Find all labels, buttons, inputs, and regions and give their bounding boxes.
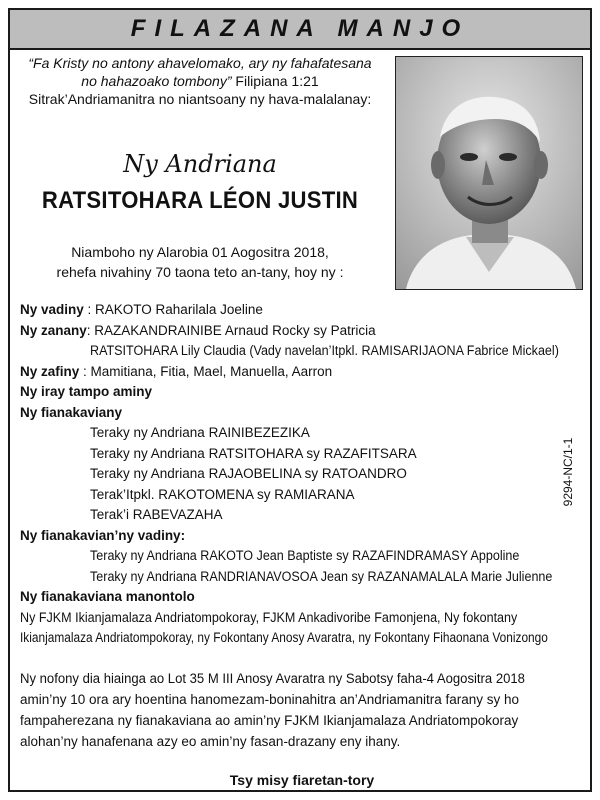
header-bar [10,10,590,50]
death-notice [16,242,384,282]
portrait-image [396,57,582,289]
zanany-row-2: RATSITOHARA Lily Claudia (Vady navelan’Itpkl. RAMISARIJAONA Fabrice Mickael) [90,343,559,358]
funeral-line-2: amin’ny 10 ora ary hoentina hanomezam-boninahitra an’Andriamanitra farany sy ho [20,692,520,707]
fianakaviany-item: Teraky ny Andriana RATSITOHARA sy RAZAFITSARA [90,445,417,461]
zafiny-row: Ny zafiny : Mamitiana, Fitia, Mael, Manuella, Aarron [20,363,333,379]
quote-line-3: Sitrak’Andriamanitra no niantsoany ny hava-malalanay: [28,91,372,107]
funeral-line-1: Ny nofony dia hiainga ao Lot 35 M III Anosy Avaratra ny Sabotsy faha-4 Aogositra 2018 [20,671,525,686]
zanany-row: Ny zanany: RAZAKANDRAINIBE Arnaud Rocky sy Patricia [20,322,376,338]
funeral-notice [20,668,586,752]
fianakavian-vadiny-item: Teraky ny Andriana RANDRIANAVOSOA Jean sy RAZANAMALALA Marie Julienne [90,568,553,584]
manontolo-line-2: Ikianjamalaza Andriatompokoray, ny Fokontany Anosy Avaratra, ny Fokontany Fihaonana Vonizongo [20,630,548,645]
manontolo-line-1: Ny FJKM Ikianjamalaza Andriatompokoray, FJKM Ankadivoribe Famonjena, Ny fokontany [20,609,518,625]
fianakavian-vadiny-heading: Ny fianakavian’ny vadiny: [20,527,186,543]
fianakavian-vadiny-item: Teraky ny Andriana RAKOTO Jean Baptiste sy RAZAFINDRAMASY Appoline [90,548,520,563]
fianakaviany-heading: Ny fianakaviany [20,404,123,420]
quote-line-2: no hahazoako tombony” Filipiana 1:21 [81,73,319,89]
quote-line-1: “Fa Kristy no antony ahavelomako, ary ny fahafatesana [28,55,372,71]
iray-tampo-heading: Ny iray tampo aminy [20,384,153,399]
fianakaviany-item: Terak’Itpkl. RAKOTOMENA sy RAMIARANA [90,486,355,502]
funeral-line-4: alohan’ny hanafenana azy eo amin’ny fasan-drazany eny ihany. [20,734,401,749]
footer-note: Tsy misy fiaretan-tory [229,772,375,788]
bible-quote [16,54,384,108]
manontolo-heading: Ny fianakaviana manontolo [20,589,195,604]
fianakaviany-item: Teraky ny Andriana RAJAOBELINA sy RATOANDRO [90,466,407,481]
portrait-photo [395,56,583,290]
announcement-frame [8,8,592,792]
funeral-line-3: fampaherezana ny fianakaviana ao amin’ny FJKM Ikianjamalaza Andriatompokoray [20,713,519,728]
fianakaviany-item: Teraky ny Andriana RAINIBEZEZIKA [90,425,310,440]
fianakaviany-item: Terak’i RABEVAZAHA [90,507,223,522]
reference-code: 9294-NC/1-1 [561,437,575,507]
vadiny-row: Ny vadiny : RAKOTO Raharilala Joeline [20,302,263,317]
death-line-2: rehefa nivahiny 70 taona teto an-tany, hoy ny : [56,264,344,280]
header-title: FILAZANA MANJO [130,15,470,42]
death-line-1: Niamboho ny Alarobia 01 Aogositra 2018, [71,244,329,260]
deceased-prefix: Ny Andriana [123,150,277,178]
deceased-name: RATSITOHARA LÉON JUSTIN [41,187,359,214]
family-list [20,300,586,649]
